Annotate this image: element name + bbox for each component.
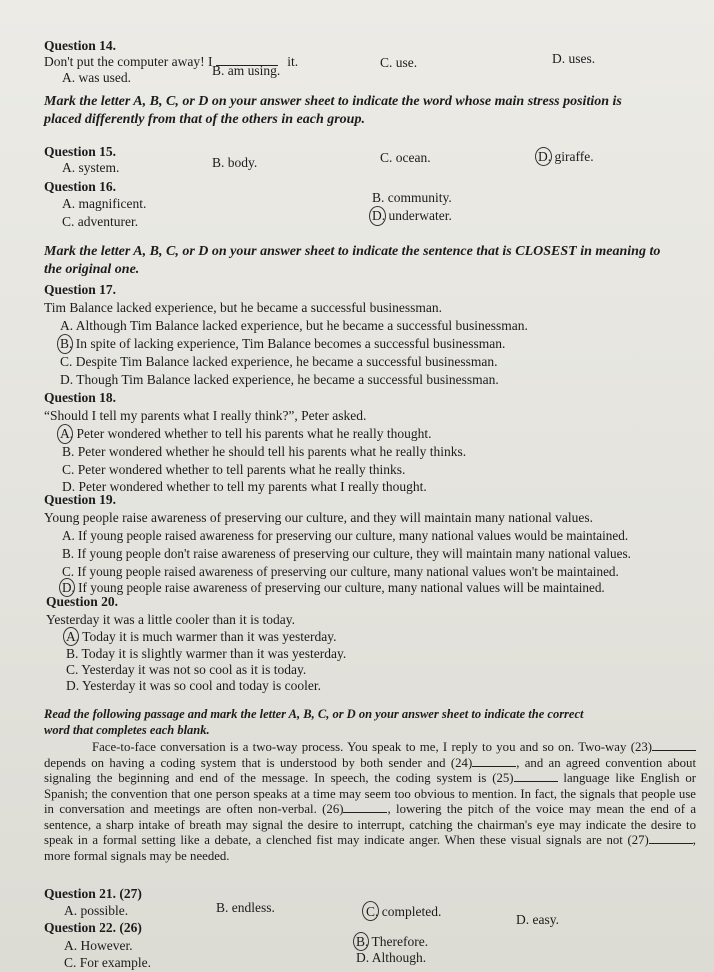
blank-27-label: (27) (627, 833, 649, 847)
q15-heading: Question 15. (44, 144, 117, 159)
q14-stem-after: it. (287, 54, 299, 69)
q22-option-b[interactable]: B. Therefore. (356, 934, 429, 949)
q14-heading: Question 14. (44, 38, 117, 53)
q18-option-c[interactable]: C. Peter wondered whether to tell parents what he really thinks. (62, 462, 406, 477)
closest-instruction-line1: Mark the letter A, B, C, or D on your answer sheet to indicate the sentence that is CLOSEST in meaning to (44, 244, 661, 259)
passage-sentence-4: language like English or Spanish; the convention that one person speaks at a time may seem too obvious to mention. In fact, the signals that people use in conversation and meetings are often non-verbal. (44, 771, 696, 816)
reading-passage (44, 740, 696, 864)
blank-27 (649, 843, 693, 844)
passage-instruction-line1: Read the following passage and mark the letter A, B, C, or D on your answer sheet to indicate the correct (44, 707, 584, 721)
q20-option-b[interactable]: B. Today it is slightly warmer than it was yesterday. (66, 646, 347, 661)
q18-option-d[interactable]: D. Peter wondered whether to tell my parents what I really thought. (62, 479, 427, 494)
q21-option-d[interactable]: D. easy. (516, 912, 559, 927)
passage-instruction-line2: word that completes each blank. (44, 723, 210, 737)
q20-option-c[interactable]: C. Yesterday it was not so cool as it is today. (66, 662, 307, 677)
q21-option-b[interactable]: B. endless. (216, 900, 275, 915)
q18-stem: “Should I tell my parents what I really think?”, Peter asked. (44, 408, 367, 423)
q16-heading: Question 16. (44, 179, 117, 194)
q15-option-b[interactable]: B. body. (212, 155, 258, 170)
q15-option-a[interactable]: A. system. (62, 160, 120, 175)
q22-option-c[interactable]: C. For example. (64, 955, 151, 970)
q18-option-b[interactable]: B. Peter wondered whether he should tell his parents what he really thinks. (62, 444, 467, 459)
q19-option-c[interactable]: C. If young people raised awareness of preserving our culture, many national values won't be maintained. (62, 564, 619, 579)
q17-heading: Question 17. (44, 282, 117, 297)
q22-option-a[interactable]: A. However. (64, 938, 133, 953)
q17-option-c[interactable]: C. Despite Tim Balance lacked experience, he became a successful businessman. (60, 354, 498, 369)
q17-option-b[interactable]: B. In spite of lacking experience, Tim Balance becomes a successful businessman. (60, 336, 506, 351)
q20-heading: Question 20. (46, 594, 119, 609)
stress-instruction-line1: Mark the letter A, B, C, or D on your answer sheet to indicate the word whose main stress position is (44, 94, 622, 109)
passage-sentence-2: depends on having a coding system that is understood by both sender and (44, 755, 446, 770)
q18-option-a[interactable]: A. Peter wondered whether to tell his parents what he really thought. (60, 426, 432, 441)
blank-25 (514, 781, 558, 782)
blank-25-label: (25) (492, 771, 514, 785)
q14-option-c[interactable]: C. use. (380, 55, 418, 70)
q14-option-a[interactable]: A. was used. (62, 70, 131, 85)
blank-23-label: (23) (630, 740, 653, 754)
q22-heading: Question 22. (26) (44, 920, 142, 935)
stress-instruction-line2: placed differently from that of the others in each group. (44, 112, 365, 127)
q15-option-c[interactable]: C. ocean. (380, 150, 431, 165)
q19-stem: Young people raise awareness of preserving our culture, and they will maintain many national values. (44, 510, 593, 525)
q15-option-d[interactable]: D. giraffe. (538, 149, 594, 164)
q22-option-d[interactable]: D. Although. (356, 950, 427, 965)
q16-option-c[interactable]: C. adventurer. (62, 214, 139, 229)
q19-option-a[interactable]: A. If young people raised awareness for preserving our culture, many national values would be maintained. (62, 528, 629, 543)
passage-sentence-1: Face-to-face conversation is a two-way process. You speak to me, I reply to you and so on. Two-way (92, 740, 627, 754)
q20-option-d[interactable]: D. Yesterday it was so cool and today is cooler. (66, 678, 321, 693)
q19-option-d[interactable]: D. If young people raise awareness of preserving our culture, many national values will be maintained. (62, 580, 605, 595)
blank-26-label: (26) (322, 802, 344, 816)
q16-option-b[interactable]: B. community. (372, 190, 452, 205)
q14-option-b[interactable]: B. am using. (212, 63, 281, 78)
q17-option-a[interactable]: A. Although Tim Balance lacked experience, but he became a successful businessman. (60, 318, 528, 333)
q16-option-d[interactable]: D. underwater. (372, 208, 452, 223)
passage-sentence-5: , lowering the pitch of the voice may mean the end of a sentence, a sharp intake of breath may signal the desire to interrupt, catching the chairman's eye may indicate the desire to speak in a formal setting like a debate, a clenched fist may indicate anger. When these visual signals are not (44, 802, 697, 847)
passage-sentence-6: , more formal signals may be needed. (44, 833, 696, 863)
q21-option-a[interactable]: A. possible. (64, 903, 129, 918)
blank-24 (472, 766, 516, 767)
blank-26 (343, 812, 387, 813)
closest-instruction-line2: the original one. (44, 262, 140, 277)
q20-stem: Yesterday it was a little cooler than it is today. (46, 612, 295, 627)
q16-option-a[interactable]: A. magnificent. (62, 196, 147, 211)
blank-23 (652, 750, 696, 751)
q19-option-b[interactable]: B. If young people don't raise awareness of preserving our culture, they will maintain many national values. (62, 546, 631, 561)
blank-24-label: (24) (450, 755, 473, 770)
q17-option-d[interactable]: D. Though Tim Balance lacked experience, he became a successful businessman. (60, 372, 499, 387)
passage-sentence-3: , and an agreed convention about signaling the beginning and end of the message. In speech, the coding system is (44, 755, 696, 785)
q21-option-c[interactable]: C. completed. (366, 904, 442, 919)
q14-option-d[interactable]: D. uses. (552, 51, 596, 66)
q21-heading: Question 21. (27) (44, 886, 142, 901)
q20-option-a[interactable]: A. Today it is much warmer than it was yesterday. (66, 629, 337, 644)
q19-heading: Question 19. (44, 492, 117, 507)
q17-stem: Tim Balance lacked experience, but he became a successful businessman. (44, 300, 442, 315)
q14-stem-before: Don't put the computer away! I (44, 54, 213, 69)
q18-heading: Question 18. (44, 390, 117, 405)
